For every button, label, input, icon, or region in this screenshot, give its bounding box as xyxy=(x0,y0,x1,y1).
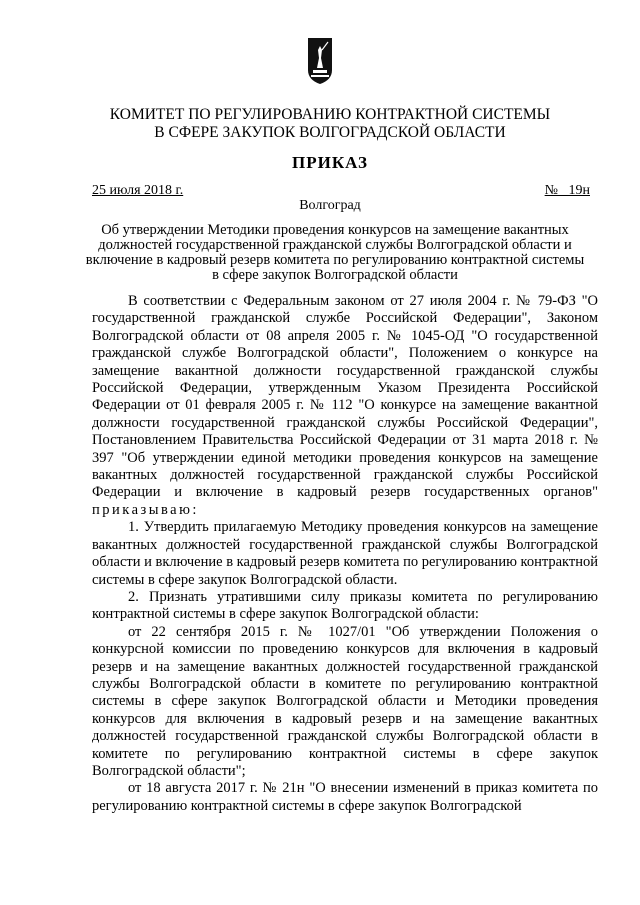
decree-word: приказываю: xyxy=(92,501,199,518)
document-number: № 19н xyxy=(544,183,590,198)
item-2-paragraph: 2. Признать утратившими силу приказы комитета по регулированию контрактной системы в сфере закупок Волгоградской области: xyxy=(92,588,598,623)
item-2b-paragraph: от 18 августа 2017 г. № 21н "О внесении изменений в приказ комитета по регулированию контрактной системы в сфере закупок Волгоградской xyxy=(92,780,598,814)
org-line-1: КОМИТЕТ ПО РЕГУЛИРОВАНИЮ КОНТРАКТНОЙ СИСТЕМЫ xyxy=(109,106,551,123)
preamble-paragraph xyxy=(92,293,598,519)
document-date: 25 июля 2018 г. xyxy=(92,183,184,198)
document-type: ПРИКАЗ xyxy=(292,153,368,172)
item-1-paragraph: 1. Утвердить прилагаемую Методику проведения конкурсов на замещение вакантных должностей государственной гражданской службы Волгоградской области и включение в кадровый резерв комитета по регулированию контрактной системы в сфере закупок Волгоградской области. xyxy=(92,519,599,588)
document-city: Волгоград xyxy=(299,198,361,213)
volgograd-emblem-icon xyxy=(306,36,334,86)
preamble-text: В соответствии с Федеральным законом от 27 июля 2004 г. № 79-ФЗ "О государственной гражданской службе Российской Федерации", Законом Волгоградской области от 08 апреля 2005 г. № 1045-ОД "О государственной гражданской службе Волгоградской области", Положением о конкурсе на замещение вакантной должности государственной гражданской службы Российской Федерации, утвержденным Указом Президента Российской Федерации от 01 февраля 2005 г. № 112 "О конкурсе на замещение вакантной должности государственной гражданской службы Российской Федерации", Постановлением Правительства Российской Федерации от 31 марта 2018 г. № 397 "Об утверждении единой методики проведения конкурсов на замещение вакантных должностей государственной гражданской службы Российской Федерации и включение в кадровый резерв государственных органов" xyxy=(92,293,598,501)
item-2a-paragraph: от 22 сентября 2015 г. № 1027/01 "Об утверждении Положения о конкурсной комиссии по проведению конкурсов для включения в кадровый резерв и на замещение вакантных должностей государственной гражданской службы Волгоградской области в комитете по регулированию контрактной системы в сфере закупок Волгоградской области и Методики проведения конкурсов для включения в кадровый резерв и на замещение вакантных должностей государственной гражданской службы Волгоградской области в комитете по регулированию контрактной системы в сфере закупок Волгоградской области"; xyxy=(92,623,598,779)
document-subject: Об утверждении Методики проведения конкурсов на замещение вакантных должностей государственной гражданской службы Волгоградской области и включение в кадровый резерв комитета по регулированию контрактной системы в сфере закупок Волгоградской области xyxy=(85,222,585,283)
organization-name xyxy=(60,106,600,142)
document-body xyxy=(92,293,598,815)
org-line-2: В СФЕРЕ ЗАКУПОК ВОЛГОГРАДСКОЙ ОБЛАСТИ xyxy=(154,124,506,141)
